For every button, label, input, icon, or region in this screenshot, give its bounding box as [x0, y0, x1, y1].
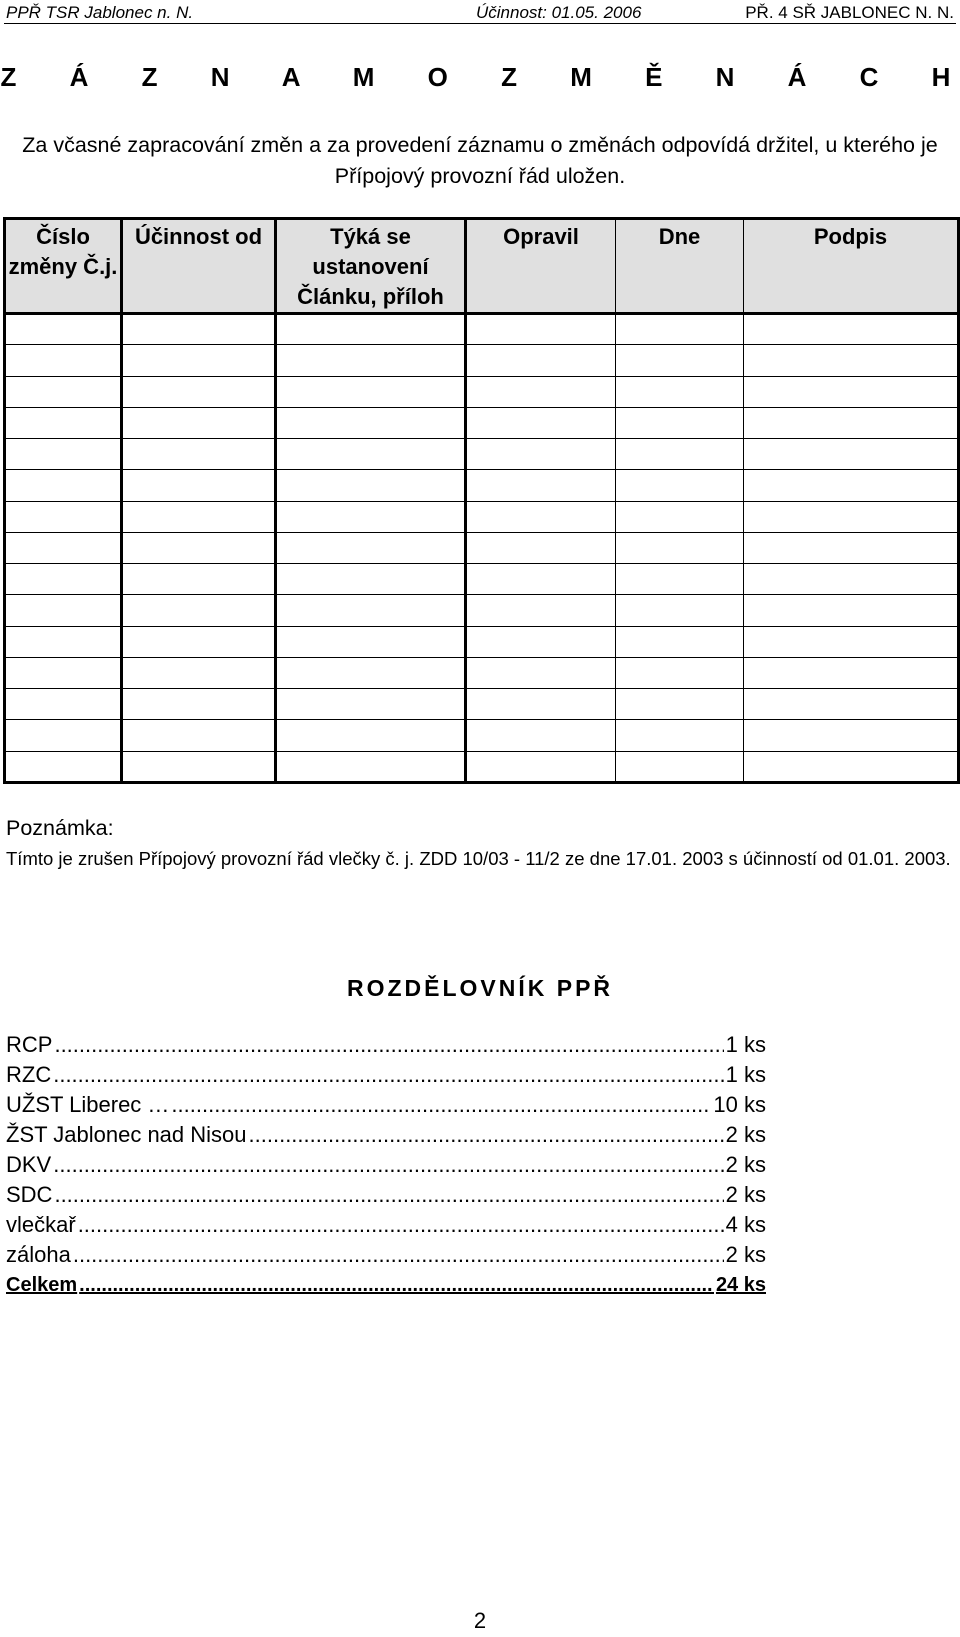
note-text: Tímto je zrušen Přípojový provozní řád vlečky č. j. ZDD 10/03 - 11/2 ze dne 17.01. 2003 s účinností od 01.01. 2003. [6, 848, 951, 869]
table-row [5, 439, 959, 470]
table-cell [466, 345, 616, 376]
table-cell [276, 564, 466, 595]
table-cell [5, 439, 122, 470]
header-effective-date: Účinnost: 01.05. 2006 [476, 3, 642, 22]
table-row [5, 407, 959, 438]
table-row [5, 376, 959, 407]
list-item: vlečkař ..... 4 ks [6, 1210, 766, 1240]
header-right: PŘ. 4 SŘ JABLONEC N. N. [745, 3, 954, 22]
table-cell [122, 501, 276, 532]
table-cell [616, 720, 744, 751]
table-cell [5, 657, 122, 688]
table-cell [466, 439, 616, 470]
table-cell [5, 501, 122, 532]
table-cell [122, 314, 276, 345]
table-cell [744, 439, 959, 470]
table-cell [466, 657, 616, 688]
table-cell [466, 751, 616, 782]
table-cell [466, 595, 616, 626]
table-cell [122, 564, 276, 595]
table-cell [616, 345, 744, 376]
table-cell [122, 595, 276, 626]
list-item: RCP ..... 1 ks [6, 1030, 766, 1060]
table-cell [466, 407, 616, 438]
table-row [5, 751, 959, 782]
table-cell [744, 314, 959, 345]
table-cell [744, 595, 959, 626]
table-cell [122, 720, 276, 751]
table-cell [276, 532, 466, 563]
table-cell [5, 564, 122, 595]
table-cell [5, 314, 122, 345]
table-row [5, 720, 959, 751]
table-cell [276, 689, 466, 720]
table-cell [276, 376, 466, 407]
table-cell [466, 626, 616, 657]
table-cell [122, 376, 276, 407]
table-cell [122, 532, 276, 563]
page-number: 2 [473, 1608, 487, 1633]
table-row [5, 314, 959, 345]
table-cell [5, 376, 122, 407]
distribution-list [6, 1030, 766, 1300]
table-cell [276, 626, 466, 657]
table-cell [5, 626, 122, 657]
table-cell [276, 345, 466, 376]
list-item: SDC ..... 2 ks [6, 1180, 766, 1210]
table-header-row [5, 219, 959, 314]
table-cell [276, 751, 466, 782]
changes-table [3, 217, 960, 784]
intro-paragraph: Za včasné zapracování změn a za provedení záznamu o změnách odpovídá držitel, u kterého je Přípojový provozní řád uložen. [22, 133, 938, 188]
table-cell [466, 689, 616, 720]
table-row [5, 689, 959, 720]
header-rule [4, 23, 956, 24]
col-header-signature: Podpis [744, 219, 959, 314]
table-cell [466, 564, 616, 595]
table-row [5, 626, 959, 657]
table-cell [122, 657, 276, 688]
col-header-corrected-by: Opravil [466, 219, 616, 314]
table-cell [616, 689, 744, 720]
table-cell [744, 501, 959, 532]
table-cell [5, 407, 122, 438]
table-cell [5, 720, 122, 751]
table-cell [5, 595, 122, 626]
table-cell [122, 407, 276, 438]
table-cell [616, 501, 744, 532]
distribution-total: Celkem ..... 24 ks [6, 1270, 766, 1300]
table-cell [122, 345, 276, 376]
table-cell [5, 532, 122, 563]
table-cell [276, 439, 466, 470]
table-cell [616, 376, 744, 407]
table-cell [616, 439, 744, 470]
table-cell [276, 314, 466, 345]
table-cell [744, 720, 959, 751]
table-cell [122, 470, 276, 501]
table-cell [466, 720, 616, 751]
table-cell [616, 407, 744, 438]
table-cell [616, 470, 744, 501]
table-cell [744, 532, 959, 563]
table-cell [744, 751, 959, 782]
list-item: ŽST Jablonec nad Nisou ..... 2 ks [6, 1120, 766, 1150]
col-header-concerns: Týká se ustanovení Článku, příloh [276, 219, 466, 314]
table-cell [5, 470, 122, 501]
table-cell [744, 376, 959, 407]
table-cell [122, 689, 276, 720]
col-header-effective: Účinnost od [122, 219, 276, 314]
table-cell [466, 532, 616, 563]
table-cell [744, 689, 959, 720]
note-label: Poznámka: [6, 816, 114, 840]
list-item: UŽST Liberec … ..... 10 ks [6, 1090, 766, 1120]
table-cell [744, 407, 959, 438]
distribution-title: ROZDĚLOVNÍK PPŘ [346, 975, 614, 1001]
table-cell [744, 470, 959, 501]
list-item: záloha ..... 2 ks [6, 1240, 766, 1270]
list-item: RZC ..... 1 ks [6, 1060, 766, 1090]
table-cell [744, 657, 959, 688]
table-cell [744, 564, 959, 595]
list-item: DKV ..... 2 ks [6, 1150, 766, 1180]
table-cell [616, 657, 744, 688]
table-cell [122, 751, 276, 782]
table-cell [616, 595, 744, 626]
table-row [5, 501, 959, 532]
table-cell [466, 314, 616, 345]
table-row [5, 470, 959, 501]
table-cell [616, 626, 744, 657]
table-cell [122, 439, 276, 470]
table-cell [276, 720, 466, 751]
table-cell [276, 595, 466, 626]
table-row [5, 564, 959, 595]
table-cell [5, 751, 122, 782]
table-cell [276, 501, 466, 532]
table-cell [744, 345, 959, 376]
table-cell [122, 626, 276, 657]
col-header-number: Číslo změny Č.j. [5, 219, 122, 314]
table-cell [276, 470, 466, 501]
table-cell [466, 376, 616, 407]
table-cell [616, 564, 744, 595]
table-cell [5, 345, 122, 376]
table-cell [5, 689, 122, 720]
table-cell [744, 626, 959, 657]
table-row [5, 532, 959, 563]
table-row [5, 345, 959, 376]
header-left: PPŘ TSR Jablonec n. N. [6, 3, 194, 22]
table-cell [616, 751, 744, 782]
table-cell [466, 470, 616, 501]
table-cell [276, 657, 466, 688]
table-cell [616, 532, 744, 563]
page-title: Z Á Z N A M O Z M Ě N Á C H [0, 62, 960, 92]
table-row [5, 595, 959, 626]
table-cell [466, 501, 616, 532]
col-header-date: Dne [616, 219, 744, 314]
table-cell [276, 407, 466, 438]
table-row [5, 657, 959, 688]
table-cell [616, 314, 744, 345]
